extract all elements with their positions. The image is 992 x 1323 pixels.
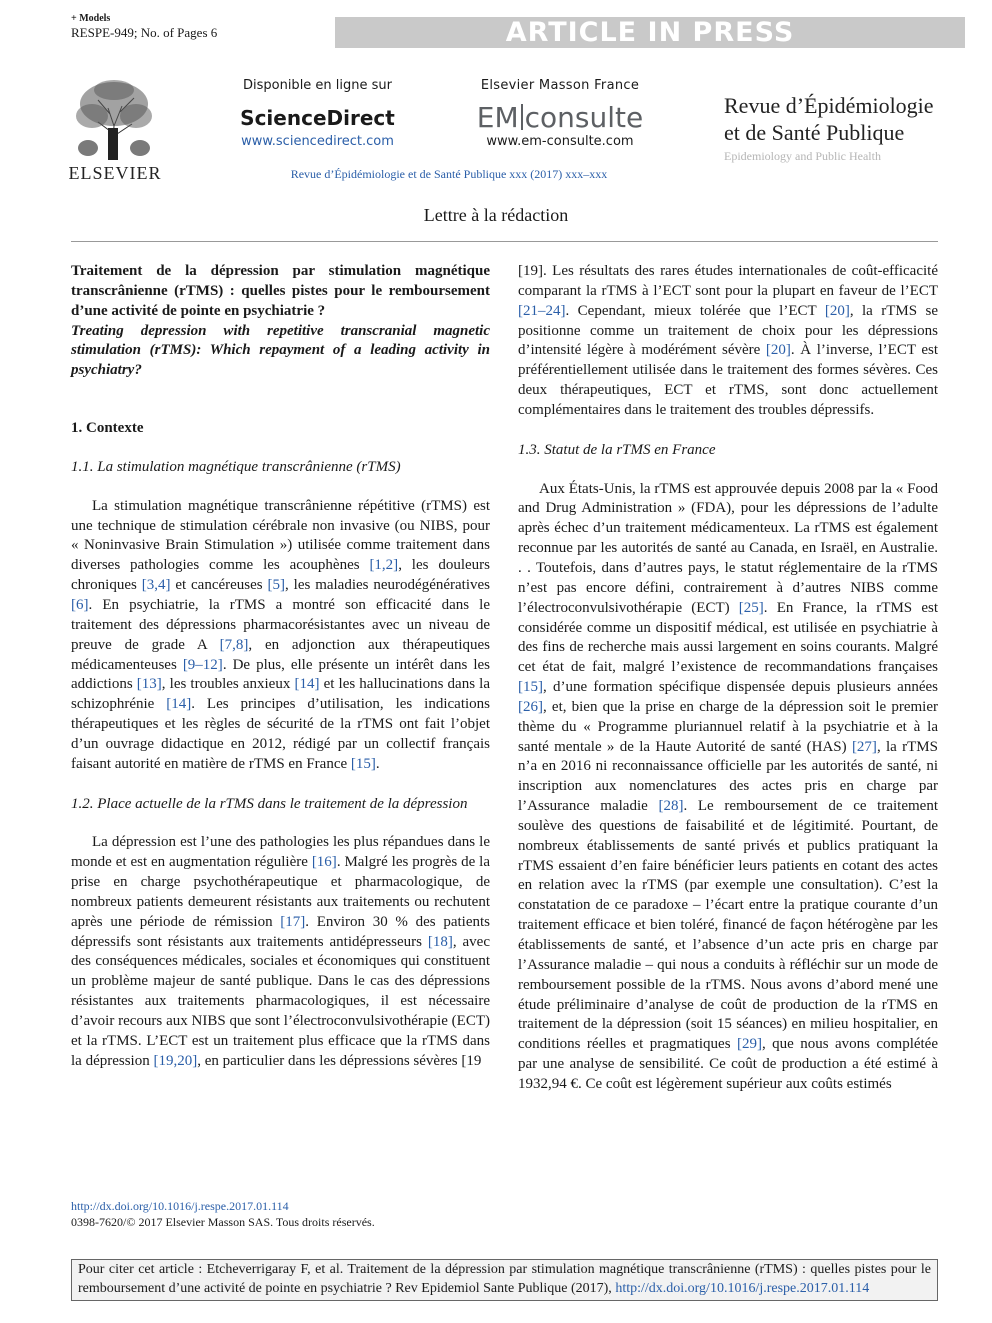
citation-ref-link[interactable]: [20] [765,342,791,359]
citation-ref-link[interactable]: [5] [267,577,286,594]
citation-ref-link[interactable]: [1,2] [369,557,399,574]
paragraph-text: . Le remboursement de ce traitement soulève des questions de faisabilité et de légitimité. Pourtant, de nombreux établissements de santé privés et publics pratiquant la rTMS essaient d’en faire bénéficier leurs patients en cotant des actes en relation avec la rTMS (par exemple une consultation). C’est la constatation de ce paradoxe – l’écart entre la pratique courante d’un traitement efficace et bien toléré, financé de façon hétérogène par les établissements de santé, et l’absence d’un acte pris en charge par l’Assurance maladie – qui nous a conduits à réfléchir sur un mode de remboursement possible de la rTMS. Nous avons d’abord mené une étude préliminaire d’analyse de coût de production de la rTMS en traitement de la dépression (soit 15 séances) en milieu hospitalier, en conditions réelles et pragmatiques [518,798,938,1053]
sciencedirect-link[interactable]: www.sciencedirect.com [241,134,394,149]
paragraph-text: . En France, la rTMS est considérée comme un dispositif médical, est utilisée en psychiatrie à des fins de recherche mais aussi largement en soins courants. Malgré cet état de fait, malgré l’existence de recommandations françaises [518,599,938,676]
journal-title [724,92,934,146]
citation-ref-link[interactable]: [3,4] [141,577,171,594]
subsection-heading-1-1: 1.1. La stimulation magnétique transcrânienne (rTMS) [71,458,401,475]
subsection-heading-1-3: 1.3. Statut de la rTMS en France [518,441,716,458]
paragraph-text: . [375,755,380,772]
paragraph-rtms-intro [71,497,490,775]
citation-ref-link[interactable]: [14] [294,676,320,693]
models-label: + Models [71,13,111,24]
article-reference: RESPE-949; No. of Pages 6 [71,25,218,40]
right-column [518,262,938,1095]
paragraph-text: , la rTMS se positionne comme un traitement de choix pour les dépressions d’intensité légère à modérément sévère [518,302,938,359]
paragraph-text: . Les résultats des rares études internationales de coût-efficacité comparant la rTMS à l’ECT sont pour la plupart en faveur de l’ECT [518,263,938,299]
paragraph-text: . À l’inverse, l’ECT est préférentiellement utilisée dans le traitement des formes sévères. Ces deux thérapeutiques, ECT et rTMS, sont donc actuellement complémentaires dans le traitement des troubles dépressifs. [518,342,939,418]
article-title-fr: Traitement de la dépression par stimulation magnétique transcrânienne (rTMS) : quelles pistes pour le remboursement d’une activité de pointe en psychiatrie ? [71,263,490,319]
paragraph-text: , que nous avons complétée par une analyse de sensibilité. Ce coût de production a été estimé à 1932,94 €. Ce coût est légèrement supérieur aux coûts estimés [518,1036,938,1092]
paragraph-text: , la rTMS n’a en 2016 ni reconnaissance officielle par les autorités de santé, ni inscription aux nomenclatures des actes pris en charge par l’Assurance maladie [518,738,938,815]
paragraph-text: . En psychiatrie, la rTMS a montré son efficacité dans le traitement des dépressions pharmacorésistantes avec un niveau de preuve de grade A [71,596,490,653]
citation-ref-link[interactable]: [18] [427,933,453,950]
header-divider [71,241,938,242]
left-column [71,262,490,1072]
citation-ref-link[interactable]: [13] [136,676,162,693]
paragraph-text: . De plus, elle présente un intérêt dans les addictions [71,656,490,693]
citation-ref-link[interactable]: [17] [280,913,306,930]
paragraph-text: . Malgré les progrès de la prise en charge psychothérapeutique et pharmacologique, de nombreux patients demeurent résistants aux traitements ou rechutent après une période de rémission [71,854,490,930]
paragraph-statut-france [518,480,938,1095]
citation-ref-link[interactable]: [20] [824,302,850,319]
paragraph-text: [19] [518,263,543,279]
citation-ref-link[interactable]: [9–12] [182,656,223,673]
paragraph-text: , avec des conséquences médicales, sociales et économiques qui constituent un problème majeur de santé publique. Dans le cas des dépressions résistantes aux traitements pharmacologiques, il est nécessaire d’avoir recours aux NIBS que sont l’électroconvulsivothérapie (ECT) et la rTMS. L’ECT est un traitement plus efficace que la rTMS dans la dépression [71,933,490,1069]
citation-ref-link[interactable]: [7,8] [219,636,249,653]
sciencedirect-available-label: Disponible en ligne sur [242,78,393,93]
paragraph-text: . Cependant, mieux tolérée que l’ECT [565,302,825,319]
paragraph-text: [19 [461,1052,482,1069]
citation-ref-link[interactable]: [25] [738,599,764,616]
citation-text: Pour citer cet article : Etcheverrigaray F, et al. Traitement de la dépression par stimulation magnétique transcrânienne (rTMS) : quelles pistes pour le remboursement d’une activité de pointe en psychiatrie ? Rev Epidemiol Sante Publique (2017), [78,1262,931,1296]
emconsulte-logo [465,101,655,134]
emconsulte-logo-divider [521,104,523,130]
em-publisher-label: Elsevier Masson France [480,78,640,93]
journal-subtitle: Epidemiology and Public Health [724,149,881,163]
emconsulte-link[interactable]: www.em-consulte.com [486,134,634,149]
paragraph-text: . Environ 30 % des patients dépressifs sont résistants aux traitements antidépresseurs [71,913,490,950]
citation-ref-link[interactable]: [15] [350,755,376,772]
section-heading-contexte: 1. Contexte [71,420,144,437]
elsevier-wordmark: ELSEVIER [68,163,162,183]
citation-ref-link[interactable]: [27] [851,738,877,755]
paragraph-text: et les hallucinations dans la schizophrénie [71,676,490,713]
paragraph-text: , en adjonction aux thérapeutiques médicamenteuses [71,636,490,673]
paragraph-text: , et, bien que la prise en charge de la dépression soit le premier thème du « Programme pluriannuel relatif à la psychiatrie et à la santé mentale » de la Haute Autorité de santé (HAS) [518,698,938,755]
citation-ref-link[interactable]: [6] [71,596,89,613]
paragraph-text: , les maladies neurodégénératives [285,577,490,594]
paragraph-text: La stimulation magnétique transcrânienne répétitive (rTMS) est une technique de stimulation cérébrale non invasive (ou NIBS, pour « Noninvasive Brain Stimulation ») utilisée comme traitement dans diverses pathologies comme les acouphènes [71,497,490,574]
emconsulte-logo-left: EM [476,101,519,134]
article-in-press-text: ARTICLE IN PRESS [505,17,795,48]
paragraph-text: Aux États-Unis, la rTMS est approuvée depuis 2008 par la « Food and Drug Administration » (FDA), pour les dépressions de l’adulte après échec d’un traitement médicamenteux. La rTMS est également reconnue par les autorités de santé au Canada, en Israël, en Australie. . . Toutefois, dans d’autres pays, le statut réglementaire de la rTMS n’est pas encore défini, contrairement à d’autres NIBS comme l’électroconvulsivothérapie (ECT) [518,480,938,616]
paragraph-depression [71,833,490,1071]
paragraph-text: , en particulier dans les dépressions sévères [197,1052,462,1069]
journal-title-line2: et de Santé Publique [724,120,905,145]
article-title-en: Treating depression with repetitive transcranial magnetic stimulation (rTMS): Which repayment of a leading activity in psychiatry? [71,322,490,379]
citation-ref-link[interactable]: [15] [518,679,543,696]
citation-ref-link[interactable]: [26] [518,698,543,715]
citation-ref-link[interactable]: [28] [658,798,684,815]
paragraph-text: La dépression est l’une des pathologies les plus répandues dans le monde et est en augmentation régulière [71,834,490,871]
copyright: 0398-7620/© 2017 Elsevier Masson SAS. Tous droits réservés. [71,1215,375,1229]
paragraph-text: et cancéreuses [170,577,268,594]
article-type: Lettre à la rédaction [423,205,569,225]
journal-title-line1: Revue d’Épidémiologie [724,93,934,118]
journal-citation-line[interactable]: Revue d’Épidémiologie et de Santé Publique xxx (2017) xxx–xxx [290,167,608,181]
paragraph-text: , les douleurs chroniques [71,557,490,594]
doi-block [71,1198,375,1230]
doi-link[interactable]: http://dx.doi.org/10.1016/j.respe.2017.01.114 [71,1199,289,1213]
elsevier-tree-icon [68,78,160,160]
paragraph-text: , d’une formation spécifique dispensée depuis plusieurs années [543,679,938,696]
citation-doi-link[interactable]: http://dx.doi.org/10.1016/j.respe.2017.01.114 [615,1280,870,1296]
paragraph-text: . Les principes d’utilisation, les indications thérapeutiques et les règles de sécurité de la rTMS ont fait l’objet d’un ouvrage didactique en 2012, rédigé par un collectif français faisant autorité en matière de rTMS en France [71,696,490,772]
sciencedirect-logo: ScienceDirect [240,106,395,130]
citation-ref-link[interactable]: [14] [166,696,192,713]
citation-ref-link[interactable]: [29] [736,1036,762,1053]
citation-box [71,1259,938,1301]
emconsulte-logo-right: consulte [524,101,644,134]
citation-ref-link[interactable]: [21–24] [518,302,566,319]
citation-ref-link[interactable]: [19,20] [153,1052,198,1069]
paragraph-text: , les troubles anxieux [161,676,295,693]
citation-ref-link[interactable]: [16] [311,854,337,871]
paragraph-depression-continued [518,262,938,421]
subsection-heading-1-2: 1.2. Place actuelle de la rTMS dans le traitement de la dépression [71,795,468,812]
